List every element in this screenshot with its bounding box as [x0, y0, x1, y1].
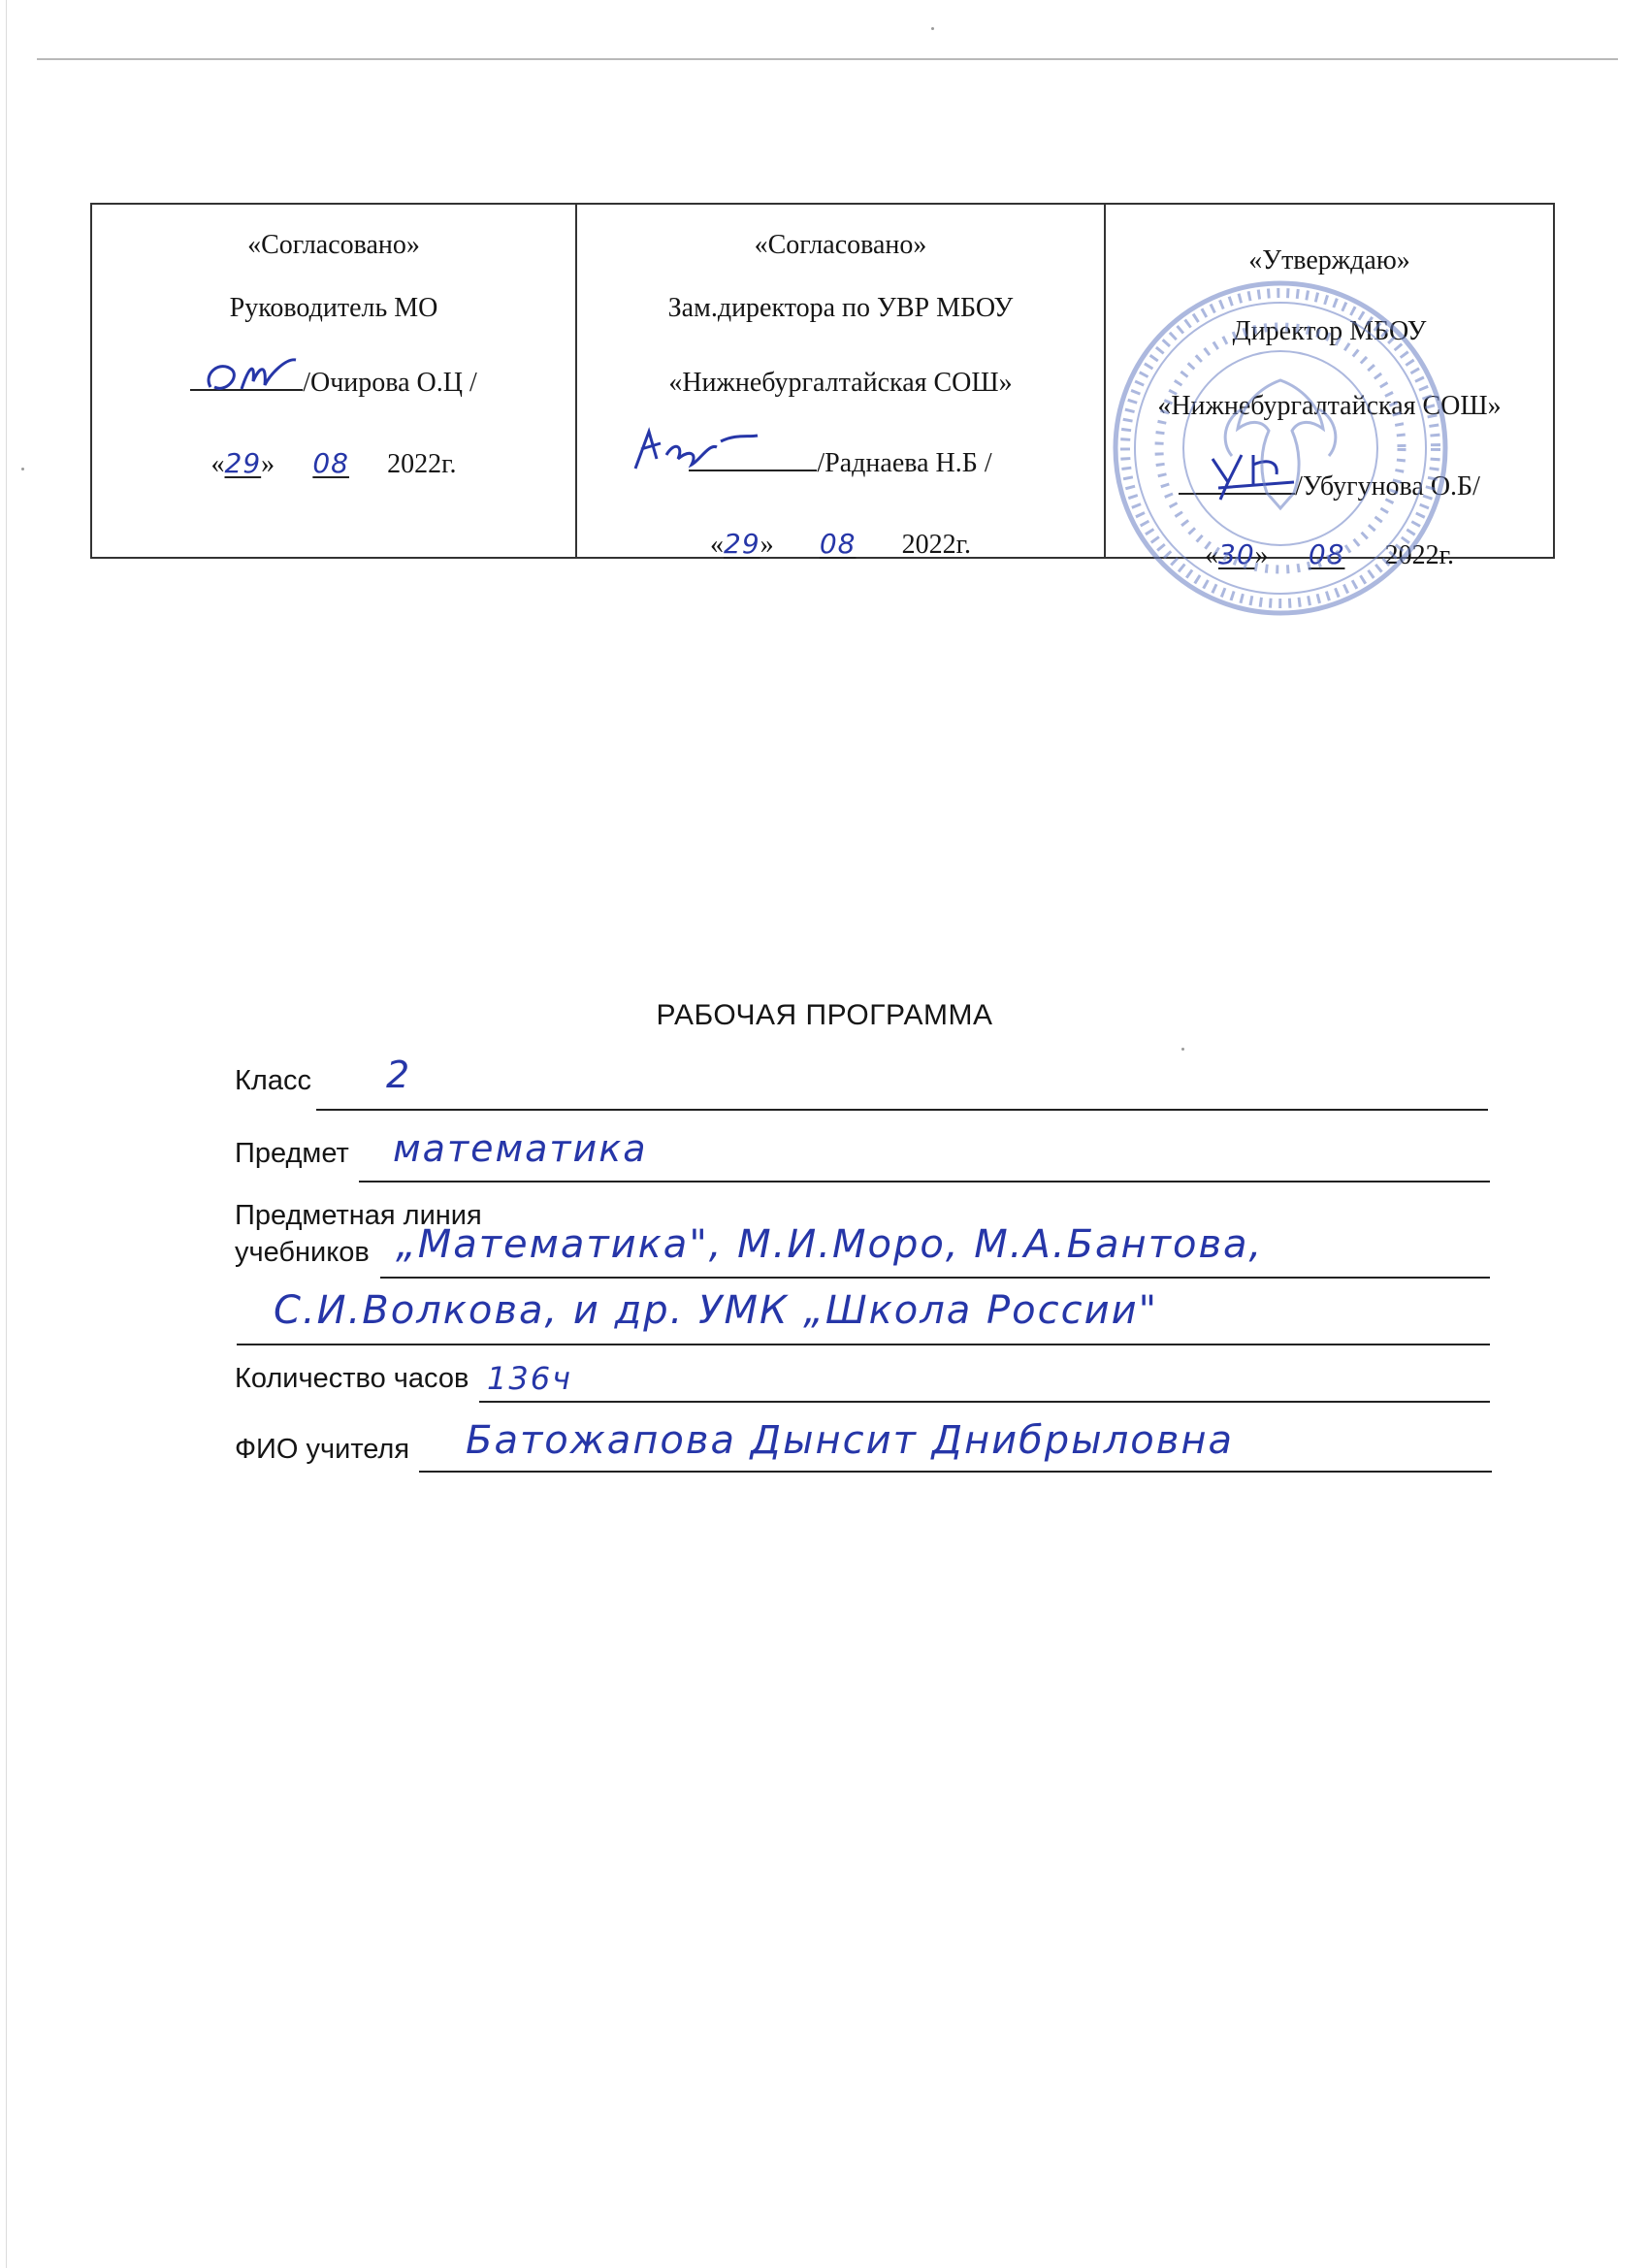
date-year: 2022г. — [387, 449, 457, 479]
date-day: 29 — [224, 447, 262, 479]
approval-table — [90, 203, 1555, 570]
approval-name-line — [1106, 473, 1553, 501]
subject-value: математика — [393, 1127, 648, 1170]
approval-name: /Очирова О.Ц / — [303, 368, 477, 398]
scan-edge — [6, 0, 7, 2268]
approval-name-line — [92, 370, 575, 397]
subject-underline — [359, 1181, 1490, 1183]
textbook-underline-1 — [380, 1277, 1490, 1279]
approval-date — [577, 528, 1104, 560]
class-value: 2 — [386, 1053, 412, 1096]
approval-date — [92, 447, 575, 479]
approval-name: /Убугунова О.Б/ — [1295, 471, 1480, 502]
signature-icon — [199, 348, 307, 406]
date-month: 08 — [312, 447, 349, 479]
approval-name: /Раднаева Н.Б / — [817, 448, 992, 478]
date-year: 2022г. — [1384, 540, 1454, 570]
date-day: 30 — [1218, 538, 1255, 570]
date-year: 2022г. — [901, 530, 971, 560]
textbook-underline-2 — [237, 1344, 1490, 1345]
date-quote-close: » — [760, 530, 774, 560]
subject-label: Предмет — [235, 1138, 349, 1169]
date-quote-open: « — [710, 530, 725, 560]
date-quote-close: » — [261, 449, 275, 479]
date-quote-open: « — [1205, 540, 1219, 570]
approval-director — [1104, 205, 1553, 570]
textbook-line-label: Предметная линия — [235, 1200, 482, 1231]
approval-position: Зам.директора по УВР МБОУ — [667, 293, 1014, 323]
approval-school: «Нижнебургалтайская СОШ» — [668, 368, 1013, 398]
hours-label: Количество часов — [235, 1363, 469, 1394]
approval-position: Директор МБОУ — [1232, 316, 1427, 346]
approval-mo-head — [92, 205, 575, 557]
date-month: 08 — [1308, 538, 1345, 570]
signature-icon — [1199, 443, 1306, 502]
document-title: РАБОЧАЯ ПРОГРАММА — [656, 999, 993, 1031]
textbook-line-value: „Математика", М.И.Моро, М.А.Бантова, — [396, 1222, 1264, 1267]
date-quote-open: « — [210, 449, 225, 479]
approval-heading: «Согласовано» — [754, 230, 927, 260]
approval-school: «Нижнебургалтайская СОШ» — [1157, 391, 1502, 421]
date-day: 29 — [724, 528, 760, 560]
textbook-line-label-2: учебников — [235, 1237, 370, 1268]
teacher-label: ФИО учителя — [235, 1434, 410, 1465]
date-month: 08 — [819, 528, 857, 560]
scan-top-line — [37, 58, 1618, 60]
date-quote-close: » — [1254, 540, 1269, 570]
teacher-underline — [419, 1471, 1492, 1473]
approval-deputy — [575, 205, 1104, 560]
approval-date — [1106, 538, 1553, 570]
class-label: Класс — [235, 1065, 311, 1096]
approval-heading: «Утверждаю» — [1248, 245, 1410, 275]
hours-value: 136ч — [487, 1360, 572, 1397]
scan-speck — [1181, 1048, 1184, 1051]
class-underline — [316, 1109, 1488, 1111]
approval-heading: «Согласовано» — [247, 230, 420, 260]
signature-icon — [628, 420, 763, 480]
teacher-value: Батожапова Дынсит Днибрыловна — [466, 1418, 1235, 1463]
textbook-line-value-2: С.И.Волкова, и др. УМК „Школа России" — [274, 1288, 1158, 1333]
scan-speck — [21, 468, 24, 470]
hours-underline — [479, 1401, 1490, 1403]
approval-position: Руководитель МО — [229, 293, 438, 323]
scan-speck — [931, 27, 934, 30]
